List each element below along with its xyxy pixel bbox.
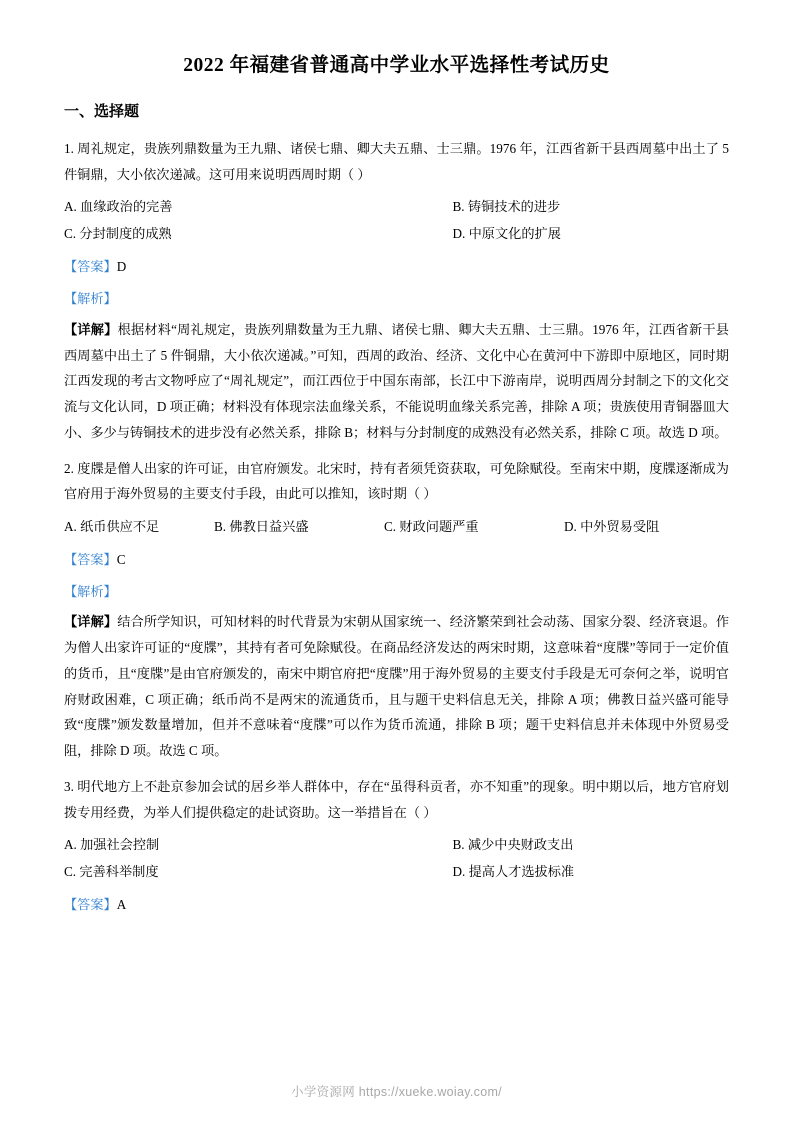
page-title: 2022 年福建省普通高中学业水平选择性考试历史 — [183, 55, 610, 76]
answer-value: C — [116, 552, 126, 568]
answer-label: 【答案】 — [64, 552, 117, 568]
option-c[interactable]: C. 完善科举制度 — [64, 864, 159, 880]
answer-label: 【答案】 — [64, 897, 117, 913]
detail-paragraph — [64, 317, 729, 446]
question-block-3 — [64, 774, 729, 919]
option-d[interactable]: D. 中外贸易受阻 — [564, 518, 660, 534]
analysis-label: 【解析】 — [64, 583, 117, 599]
option-a[interactable]: A. 血缘政治的完善 — [64, 199, 173, 215]
option-c[interactable]: C. 分封制度的成熟 — [64, 226, 172, 242]
option-b[interactable]: B. 佛教日益兴盛 — [214, 518, 309, 534]
detail-label: 【详解】 — [64, 321, 118, 337]
answer-line — [64, 891, 729, 919]
section-heading: 一、选择题 — [64, 104, 140, 121]
detail-paragraph — [64, 609, 729, 763]
question-stem: 3. 明代地方上不赴京参加会试的居乡举人群体中，存在“虽得科贡者，亦不知重”的现象。明中期以后，地方官府划拨专用经费，为举人们提供稳定的赴试资助。这一举措旨在（ ） — [64, 778, 729, 820]
option-b[interactable]: B. 减少中央财政支出 — [452, 837, 574, 853]
analysis-line — [64, 578, 729, 606]
watermark: 小学资源网 https://xueke.woiay.com/ — [291, 1085, 502, 1099]
option-b[interactable]: B. 铸铜技术的进步 — [452, 199, 561, 215]
detail-text: 根据材料“周礼规定，贵族列鼎数量为王九鼎、诸侯七鼎、卿大夫五鼎、士三鼎。1976 年，江西省新干县西周墓中出土了 5 件铜鼎，大小依次递减。”可知，西周的政治、经济、文化中心在黄河中下游即中原地区，同时期江西发现的考古文物呼应了“周礼规定”，而江西位于中国东南部，长江中下游南岸，说明西周分封制之下的文化交流与文化认同，D 项正确；材料没有体现宗法血缘关系，不能说明血缘关系完善，排除 A 项；贵族使用青铜器皿大小、多少与铸铜技术的进步没有必然关系，排除 B；材料与分封制度的成熟没有必然关系，排除 C 项。故选 D 项。 — [64, 321, 729, 440]
question-stem: 2. 度牒是僧人出家的许可证，由官府颁发。北宋时，持有者须凭资获取，可免除赋役。至南宋中期，度牒逐渐成为官府用于海外贸易的主要支付手段，由此可以推知，该时期（ ） — [64, 460, 729, 502]
detail-text: 结合所学知识，可知材料的时代背景为宋朝从国家统一、经济繁荣到社会动荡、国家分裂、经济衰退。作为僧人出家许可证的“度牒”，其持有者可免除赋役。在商品经济发达的两宋时期，这意味着“度牒”等同于一定价值的货币，且“度牒”是由官府颁发的，南宋中期官府把“度牒”用于海外贸易的主要支付手段是无可奈何之举，说明官府财政困难，C 项正确；纸币尚不是两宋的流通货币，且与题干史料信息无关，排除 A 项；佛教日益兴盛可能导致“度牒”颁发数量增加，但并不意味着“度牒”可以作为货币流通，排除 B 项；题干史料信息并未体现中外贸易受阻，排除 D 项。故选 C 项。 — [64, 614, 730, 759]
option-c[interactable]: C. 财政问题严重 — [384, 518, 479, 534]
option-d[interactable]: D. 提高人才选拔标准 — [452, 864, 575, 880]
analysis-label: 【解析】 — [64, 291, 117, 307]
answer-label: 【答案】 — [64, 259, 117, 275]
option-a[interactable]: A. 纸币供应不足 — [64, 518, 160, 534]
answer-line — [64, 253, 729, 281]
question-stem: 1. 周礼规定，贵族列鼎数量为王九鼎、诸侯七鼎、卿大夫五鼎、士三鼎。1976 年，江西省新干县西周墓中出土了 5 件铜鼎，大小依次递减。这可用来说明西周时期（ ） — [64, 140, 729, 182]
detail-label: 【详解】 — [64, 614, 118, 630]
answer-value: D — [116, 259, 127, 275]
options-list — [64, 513, 729, 540]
question-block-1 — [64, 136, 729, 446]
option-d[interactable]: D. 中原文化的扩展 — [452, 226, 561, 242]
question-block-2 — [64, 456, 729, 764]
answer-value: A — [116, 897, 127, 913]
answer-line — [64, 546, 729, 574]
analysis-line — [64, 285, 729, 313]
options-list — [64, 831, 729, 885]
option-a[interactable]: A. 加强社会控制 — [64, 837, 160, 853]
options-list — [64, 193, 729, 247]
